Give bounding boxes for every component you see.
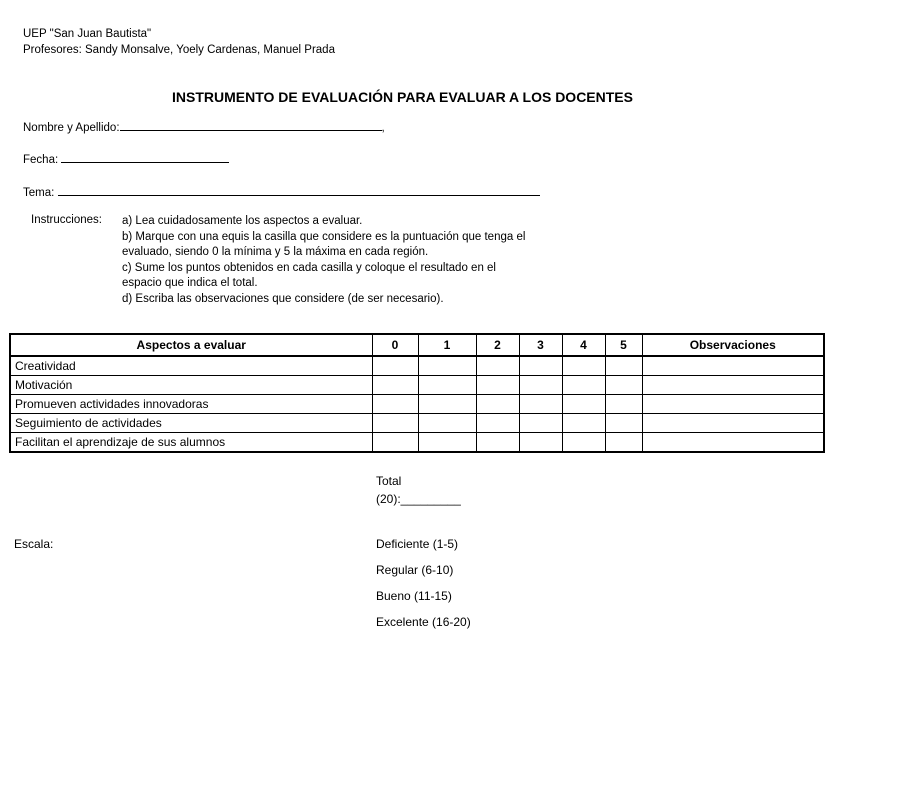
instruction-line: d) Escriba las observaciones que considere (de ser necesario). [122,292,444,305]
evaluation-table [9,333,825,453]
score-cell[interactable] [519,395,562,414]
topic-label: Tema: [23,187,55,199]
name-label: Nombre y Apellido: [23,122,120,134]
scale-level-regular: Regular (6-10) [376,563,454,577]
score-cell[interactable] [476,356,519,376]
score-cell[interactable] [476,414,519,433]
scale-list [376,537,471,641]
topic-field [23,184,540,199]
table-row [10,414,824,433]
score-cell[interactable] [372,433,418,453]
score-cell[interactable] [372,356,418,376]
aspect-label: Motivación [10,376,372,395]
instruction-line: b) Marque con una equis la casilla que considere es la puntuación que tenga el [122,230,526,243]
instruction-line: c) Sume los puntos obtenidos en cada casilla y coloque el resultado en el [122,261,496,274]
score-cell[interactable] [562,356,605,376]
instructions-label: Instrucciones: [31,214,102,226]
score-cell[interactable] [372,395,418,414]
header-aspects: Aspectos a evaluar [10,334,372,356]
table-row [10,376,824,395]
score-cell[interactable] [476,395,519,414]
date-label: Fecha: [23,154,59,166]
total-label: Total [376,474,402,488]
aspect-label: Seguimiento de actividades [10,414,372,433]
page-title: INSTRUMENTO DE EVALUACIÓN PARA EVALUAR A LOS DOCENTES [172,89,633,105]
aspect-label: Promueven actividades innovadoras [10,395,372,414]
score-cell[interactable] [418,433,476,453]
instruction-line: evaluado, siendo 0 la mínima y 5 la máxima en cada región. [122,246,429,258]
score-cell[interactable] [372,376,418,395]
score-cell[interactable] [562,433,605,453]
score-cell[interactable] [519,376,562,395]
name-suffix: , [381,122,385,134]
score-cell[interactable] [476,376,519,395]
table-row [10,395,824,414]
name-field [23,119,385,134]
score-cell[interactable] [605,395,642,414]
aspect-label: Creatividad [10,356,372,376]
score-cell[interactable] [605,356,642,376]
observations-cell[interactable] [642,433,824,453]
teachers-line: Profesores: Sandy Monsalve, Yoely Cardenas, Manuel Prada [23,44,335,56]
scale-level-deficiente: Deficiente (1-5) [376,537,459,551]
observations-cell[interactable] [642,414,824,433]
header-observations: Observaciones [642,334,824,356]
header-score-1: 1 [418,334,476,356]
observations-cell[interactable] [642,356,824,376]
score-cell[interactable] [605,414,642,433]
header-score-5: 5 [605,334,642,356]
school-name: UEP "San Juan Bautista" [23,28,152,40]
header-score-3: 3 [519,334,562,356]
table-header-row [10,334,824,356]
date-field [23,151,229,166]
observations-cell[interactable] [642,376,824,395]
score-cell[interactable] [476,433,519,453]
date-blank-line[interactable] [61,151,229,163]
score-cell[interactable] [372,414,418,433]
score-cell[interactable] [418,376,476,395]
score-cell[interactable] [519,414,562,433]
total-value-line[interactable]: (20):_________ [376,492,461,506]
observations-cell[interactable] [642,395,824,414]
score-cell[interactable] [519,433,562,453]
scale-label: Escala: [14,537,54,551]
table-row [10,356,824,376]
score-cell[interactable] [562,376,605,395]
header-score-2: 2 [476,334,519,356]
scale-level-excelente: Excelente (16-20) [376,615,471,629]
instruction-line: a) Lea cuidadosamente los aspectos a evaluar. [122,215,363,227]
table-row [10,433,824,453]
topic-blank-line[interactable] [58,184,540,196]
score-cell[interactable] [418,356,476,376]
score-cell[interactable] [562,414,605,433]
score-cell[interactable] [418,395,476,414]
instructions-list [122,214,525,307]
score-cell[interactable] [605,433,642,453]
instruction-line: espacio que indica el total. [122,277,258,289]
header-score-4: 4 [562,334,605,356]
score-cell[interactable] [562,395,605,414]
header-score-0: 0 [372,334,418,356]
aspect-label: Facilitan el aprendizaje de sus alumnos [10,433,372,453]
name-blank-line[interactable] [120,119,382,131]
score-cell[interactable] [418,414,476,433]
score-cell[interactable] [605,376,642,395]
score-cell[interactable] [519,356,562,376]
scale-level-bueno: Bueno (11-15) [376,589,452,603]
